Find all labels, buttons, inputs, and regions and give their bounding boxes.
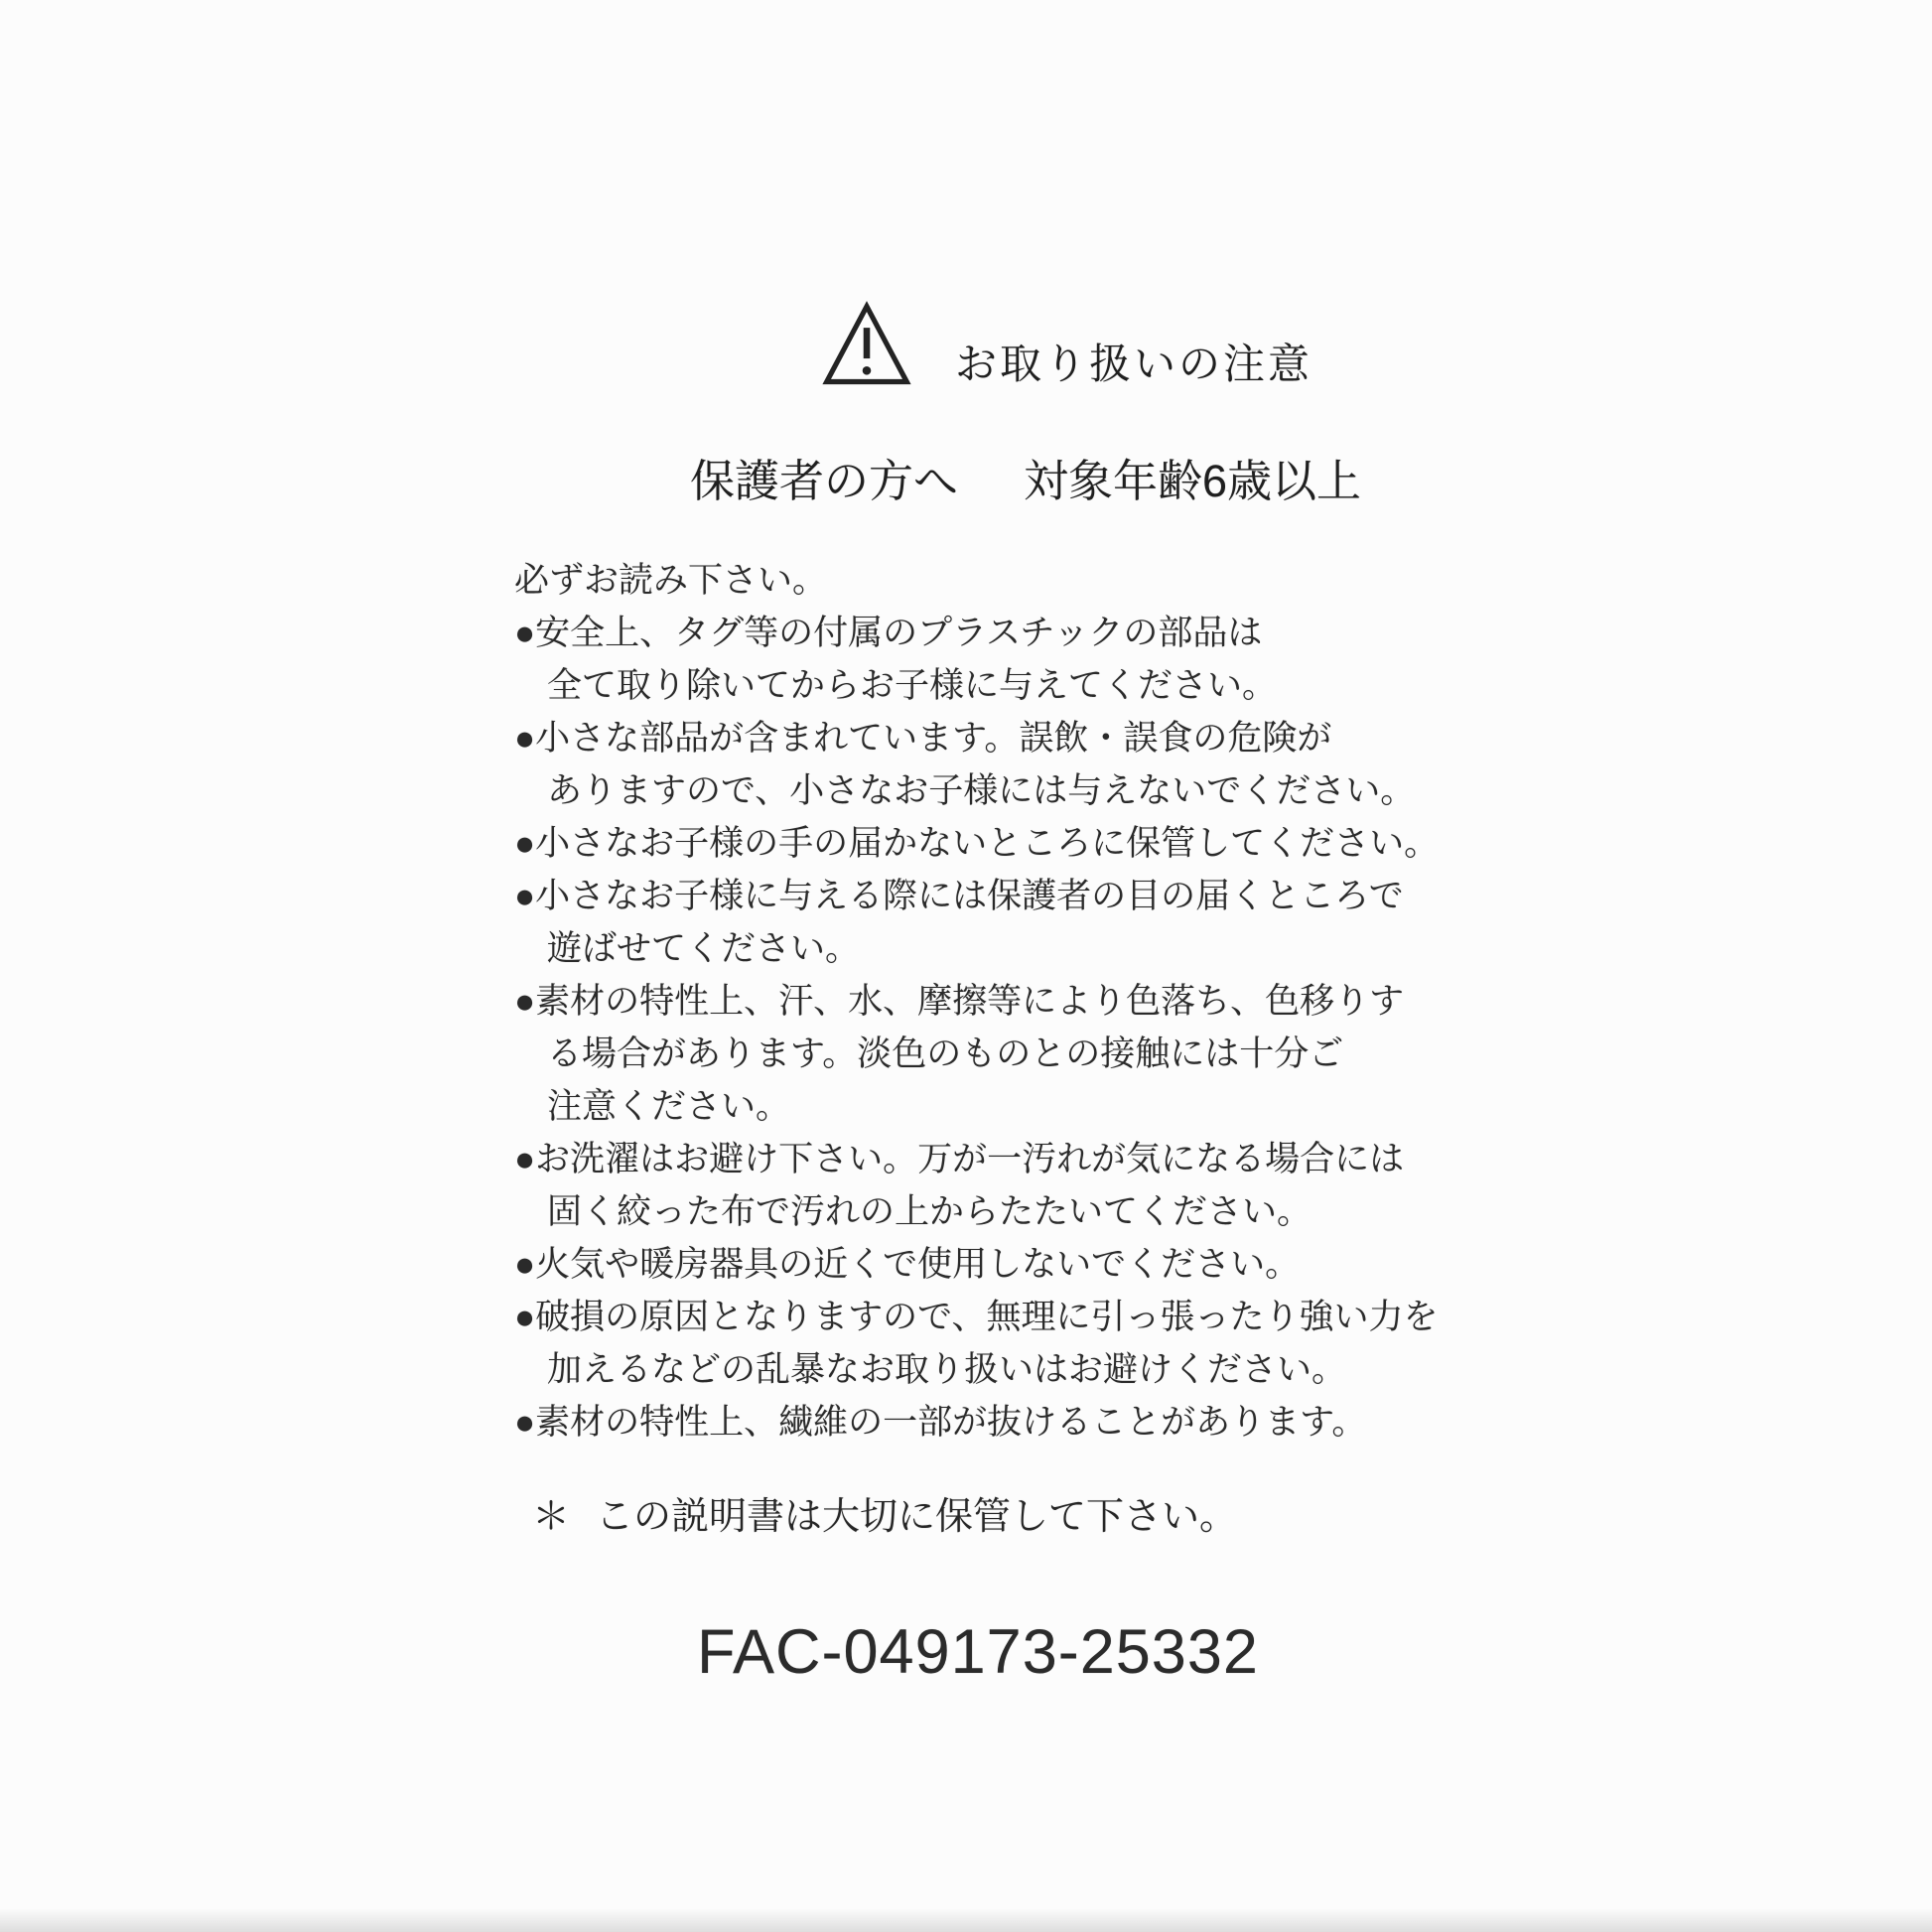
notice-line: 固く絞った布で汚れの上からたたいてください。 [547, 1192, 1312, 1231]
notes-list [514, 554, 1507, 1449]
notice-line: ●破損の原因となりますので、無理に引っ張ったり強い力を [514, 1298, 1439, 1336]
notice-line: ●素材の特性上、繊維の一部が抜けることがあります。 [514, 1403, 1367, 1442]
spacer [958, 445, 1024, 509]
keep-manual-note [532, 1485, 1237, 1540]
product-code: FAC-049173-25332 [697, 1617, 1259, 1687]
notes-intro: 必ずお読み下さい。 [514, 561, 828, 600]
notice-line: ●小さなお子様に与える際には保護者の目の届くところで [514, 877, 1404, 915]
guardian-label: 保護者の方へ [690, 456, 959, 506]
notice-line: ●素材の特性上、汗、水、摩擦等により色落ち、色移りす [514, 982, 1405, 1021]
keep-manual-text: この説明書は大切に保管して下さい。 [596, 1496, 1238, 1538]
notice-line: ●小さな部品が含まれています。誤飲・誤食の危険が [514, 719, 1332, 758]
page-title: お取り扱いの注意 [955, 341, 1313, 387]
notice-line: 注意ください。 [547, 1087, 791, 1126]
guardian-notice [690, 445, 1361, 509]
notice-line: る場合があります。淡色のものとの接触には十分ご [547, 1035, 1344, 1073]
notice-line: ●お洗濯はお避け下さい。万が一汚れが気になる場合には [514, 1140, 1405, 1178]
notice-line: ●小さなお子様の手の届かないところに保管してください。 [514, 824, 1440, 863]
notice-line: ありますので、小さなお子様には与えないでください。 [547, 771, 1416, 810]
notice-line: 加えるなどの乱暴なお取り扱いはお避けください。 [547, 1350, 1347, 1389]
notice-line: 全て取り除いてからお子様に与えてください。 [547, 666, 1278, 705]
notice-line: ●安全上、タグ等の付属のプラスチックの部品は [514, 614, 1263, 652]
notice-line: ●火気や暖房器具の近くで使用しないでください。 [514, 1245, 1301, 1284]
notice-line: 遊ばせてください。 [547, 929, 861, 968]
asterisk-marker: ＊ [532, 1496, 571, 1538]
warning-triangle-icon [820, 300, 913, 389]
target-age-label: 対象年齢6歳以上 [1024, 456, 1362, 506]
header [820, 300, 1312, 389]
